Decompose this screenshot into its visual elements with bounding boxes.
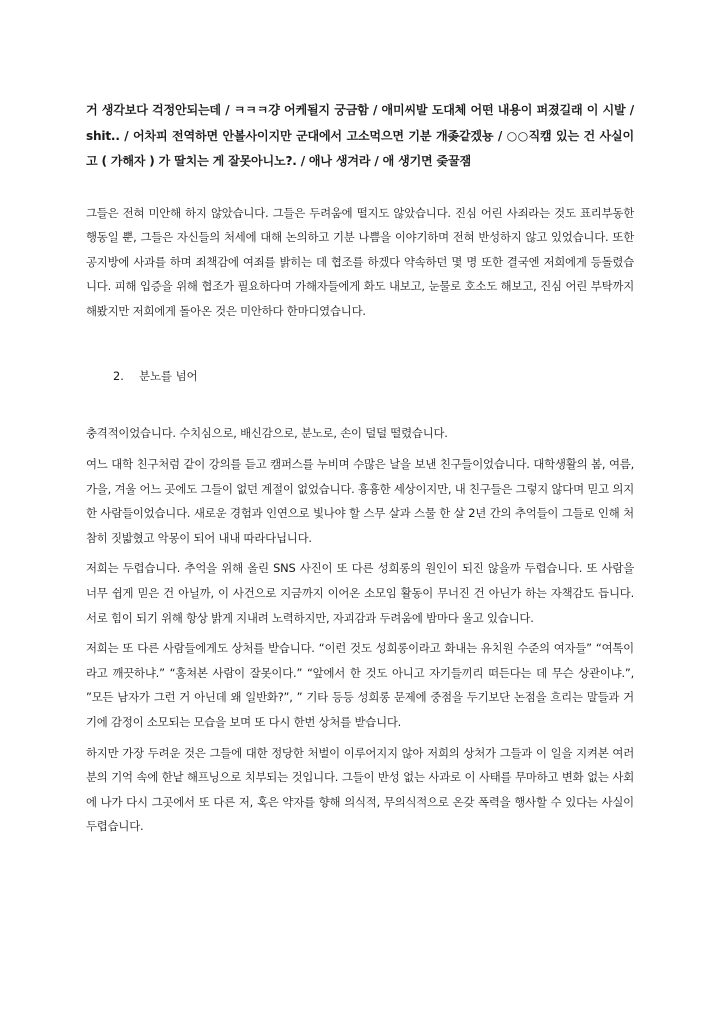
paragraph-greatest-fear: 하지만 가장 두려운 것은 그들에 대한 정당한 처벌이 이루어지지 않아 저희의 상처가 그들과 이 일을 지켜본 여러분의 기억 속에 한낱 해프닝으로 치부되는 것입니다. 그들이 반성 없는 사과로 이 사태를 무마하고 변화 없는 사회에 나가 다시 그곳에서 또 다른 저, 혹은 약자를 향해 의식적, 무의식적으로 온갖 폭력을 행사할 수 있다는 사실이 두렵습니다. bbox=[86, 745, 634, 834]
section-title: 분노를 넘어 bbox=[139, 369, 198, 384]
quoted-chat-messages: 거 생각보다 걱정안되는데 / ㅋㅋㅋ걍 어케될지 궁금함 / 애미씨발 도대체 어떤 내용이 퍼졌길래 이 시발 / shit.. / 어차피 전역하면 안볼사이지만 군대에서 고소먹으면 기분 개좆같겠뇽 / ○○직캠 있는 건 사실이고 ( 가해자 ) 가 딸치는 게 잘못아니노?. / 애나 생겨라 / 애 생기면 줒꿀잼 bbox=[86, 103, 634, 168]
paragraph-no-remorse: 그들은 전혀 미안해 하지 않았습니다. 그들은 두려움에 떨지도 않았습니다. 진심 어린 사죄라는 것도 표리부동한 행동일 뿐, 그들은 자신들의 처세에 대해 논의하고 기분 나쁨을 이야기하며 전혀 반성하지 않고 있었습니다. 또한 공지방에 사과를 하며 죄책감에 여죄를 밝히는 데 협조를 하겠다 약속하던 몇 명 또한 결국엔 저희에게 등돌렸습니다. 피해 입증을 위해 협조가 필요하다며 가해자들에게 화도 내보고, 눈물로 호소도 해보고, 진심 어린 부탁까지 해봤지만 저희에게 돌아온 것은 미안하다 한마디였습니다. bbox=[86, 205, 634, 318]
paragraph-friends: 여느 대학 친구처럼 같이 강의를 듣고 캠퍼스를 누비며 수많은 날을 보낸 친구들이었습니다. 대학생활의 봄, 여름, 가을, 겨울 어느 곳에도 그들이 없던 계절이 없었습니다. 흉흉한 세상이지만, 내 친구들은 그렇지 않다며 믿고 의지한 사람들이었습니다. 새로운 경험과 인연으로 빛나야 할 스무 살과 스물 한 살 2년 간의 추억들이 그들로 인해 처참히 짓밟혔고 악몽이 되어 내내 따라다닙니다. bbox=[86, 457, 634, 545]
section-heading bbox=[113, 365, 634, 387]
paragraph-fear: 저희는 두렵습니다. 추억을 위해 올린 SNS 사진이 또 다른 성희롱의 원인이 되진 않을까 두렵습니다. 또 사람을 너무 쉽게 믿은 건 아닐까, 이 사건으로 지금까지 이어온 소모임 활동이 무너진 건 아닌가 하는 자책감도 듭니다. 서로 힘이 되기 위해 항상 밝게 지내려 노력하지만, 자괴감과 두려움에 밤마다 울고 있습니다. bbox=[86, 561, 634, 625]
document-page bbox=[86, 98, 634, 839]
paragraph-hurt-by-others: 저희는 또 다른 사람들에게도 상처를 받습니다. “이런 것도 성희롱이라고 화내는 유치원 수준의 여자들” “여톡이라고 깨끗하냐.” “훔쳐본 사람이 잘못이다.” “앞에서 한 것도 아니고 자기들끼리 떠든다는 데 무슨 상관이냐.”, ”모든 남자가 그런 거 아닌데 왜 일반화?”, ” 기타 등등 성희롱 문제에 중점을 두기보단 논점을 흐리는 말들과 거기에 감정이 소모되는 모습을 보며 또 다시 한번 상처를 받습니다. bbox=[86, 641, 634, 729]
spacer bbox=[86, 387, 634, 421]
spacer bbox=[86, 175, 634, 201]
section-number: 2. bbox=[113, 369, 124, 384]
paragraph-shock: 충격적이었습니다. 수치심으로, 배신감으로, 분노로, 손이 덜덜 떨렸습니다. bbox=[86, 426, 448, 441]
spacer bbox=[86, 323, 634, 365]
